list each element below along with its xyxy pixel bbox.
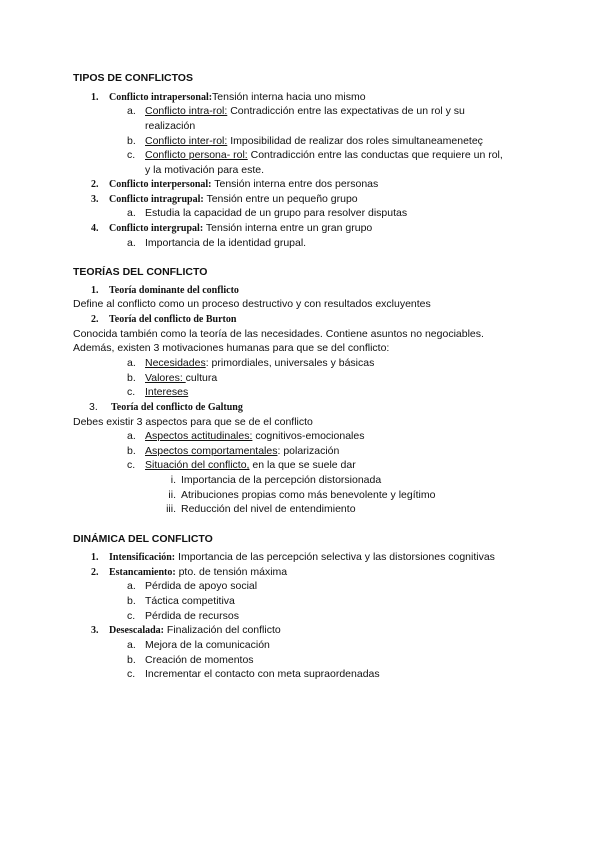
list-marker: 4. xyxy=(91,223,99,234)
subitem-text: Atribuciones propias como más benevolente y legítimo xyxy=(181,489,436,501)
section-heading-dinamica: DINÁMICA DEL CONFLICTO xyxy=(73,533,213,545)
list-marker: b. xyxy=(127,135,136,147)
paragraph: Define al conflicto como un proceso destructivo y con resultados excluyentes xyxy=(73,298,431,310)
subitem-text: Pérdida de apoyo social xyxy=(145,580,258,592)
list-marker: a. xyxy=(127,105,136,117)
subitem-text: Creación de momentos xyxy=(145,654,254,666)
list-marker: 3. xyxy=(91,194,99,205)
list-marker: 1. xyxy=(91,92,99,103)
list-marker: b. xyxy=(127,372,136,384)
subitem-term: Situación del conflicto, xyxy=(145,459,250,471)
subitem-term: Conflicto inter-rol: xyxy=(145,135,228,147)
subitem-continuation: y la motivación para este. xyxy=(145,164,265,176)
subitem-text: Estudia la capacidad de un grupo para resolver disputas xyxy=(145,207,408,219)
list-marker: 3. xyxy=(89,401,98,413)
subitem-text: Mejora de la comunicación xyxy=(145,639,270,651)
subitem-term: Necesidades xyxy=(145,357,206,369)
list-marker: 3. xyxy=(91,625,99,636)
list-marker: 1. xyxy=(91,285,99,296)
item-title: Conflicto intragrupal: xyxy=(109,194,204,205)
list-marker: a. xyxy=(127,237,136,249)
subitem-term: Aspectos comportamentales xyxy=(145,445,278,457)
subitem-term: Valores: xyxy=(145,372,186,384)
list-marker: c. xyxy=(127,459,136,471)
list-marker: b. xyxy=(127,445,136,457)
item-text: Tensión interna entre dos personas xyxy=(211,178,379,190)
item-title: Conflicto interpersonal: xyxy=(109,179,212,190)
list-marker: b. xyxy=(127,654,136,666)
item-text: pto. de tensión máxima xyxy=(175,566,288,578)
list-marker: a. xyxy=(127,639,136,651)
item-title: Conflicto intergrupal: xyxy=(109,223,204,234)
list-marker: c. xyxy=(127,668,136,680)
list-marker: a. xyxy=(127,430,136,442)
subitem-term: Aspectos actitudinales: xyxy=(145,430,253,442)
subitem-text: Incrementar el contacto con meta supraordenadas xyxy=(145,668,380,680)
list-marker: a. xyxy=(127,357,136,369)
subitem-continuation: realización xyxy=(145,120,196,132)
item-title: Conflicto intrapersonal: xyxy=(109,92,213,103)
item-text: Tensión interna hacia uno mismo xyxy=(212,91,366,103)
paragraph: Además, existen 3 motivaciones humanas para que se del conflicto: xyxy=(73,342,390,354)
subitem-text: en la que se suele dar xyxy=(249,459,356,471)
list-marker: ii. xyxy=(168,489,176,501)
subitem-text: Contradicción entre las expectativas de un rol y su xyxy=(227,105,465,117)
list-marker: 2. xyxy=(91,567,99,578)
subitem-text: Importancia de la identidad grupal. xyxy=(145,237,307,249)
list-marker: a. xyxy=(127,580,136,592)
item-title: Teoría del conflicto de Burton xyxy=(109,314,237,325)
subitem-term: Conflicto persona- rol: xyxy=(145,149,248,161)
item-title: Estancamiento: xyxy=(109,567,176,578)
section-heading-tipos: TIPOS DE CONFLICTOS xyxy=(73,72,193,84)
list-marker: 1. xyxy=(91,552,99,563)
item-text: Importancia de las percepción selectiva y las distorsiones cognitivas xyxy=(175,551,495,563)
list-marker: 2. xyxy=(91,179,99,190)
subitem-text: : primordiales, universales y básicas xyxy=(205,357,375,369)
list-marker: iii. xyxy=(166,503,176,515)
subitem-text: cultura xyxy=(185,372,218,384)
section-heading-teorias: TEORÍAS DEL CONFLICTO xyxy=(73,266,208,278)
list-marker: c. xyxy=(127,386,136,398)
list-marker: c. xyxy=(127,149,136,161)
item-text: Finalización del conflicto xyxy=(164,624,281,636)
item-title: Desescalada: xyxy=(109,625,164,636)
list-marker: a. xyxy=(127,207,136,219)
subitem-text: Importancia de la percepción distorsionada xyxy=(181,474,382,486)
item-title: Teoría del conflicto de Galtung xyxy=(111,402,243,413)
subitem-text: Reducción del nivel de entendimiento xyxy=(181,503,356,515)
list-marker: b. xyxy=(127,595,136,607)
item-text: Tensión entre un pequeño grupo xyxy=(203,193,358,205)
item-text: Tensión interna entre un gran grupo xyxy=(203,222,373,234)
subitem-text: : polarización xyxy=(277,445,340,457)
list-marker: 2. xyxy=(91,314,99,325)
paragraph: Debes existir 3 aspectos para que se de el conflicto xyxy=(73,416,313,428)
subitem-text: Táctica competitiva xyxy=(145,595,235,607)
subitem-term: Conflicto intra-rol: xyxy=(145,105,228,117)
subitem-text: Contradicción entre las conductas que requiere un rol, xyxy=(247,149,503,161)
subitem-text: cognitivos-emocionales xyxy=(252,430,365,442)
item-title: Intensificación: xyxy=(109,552,176,563)
paragraph: Conocida también como la teoría de las necesidades. Contiene asuntos no negociables. xyxy=(73,328,484,340)
list-marker: c. xyxy=(127,610,136,622)
subitem-term: Intereses xyxy=(145,386,189,398)
subitem-text: Imposibilidad de realizar dos roles simultaneameneteç xyxy=(227,135,483,147)
list-marker: i. xyxy=(170,474,176,486)
item-title: Teoría dominante del conflicto xyxy=(109,285,239,296)
subitem-text: Pérdida de recursos xyxy=(145,610,239,622)
